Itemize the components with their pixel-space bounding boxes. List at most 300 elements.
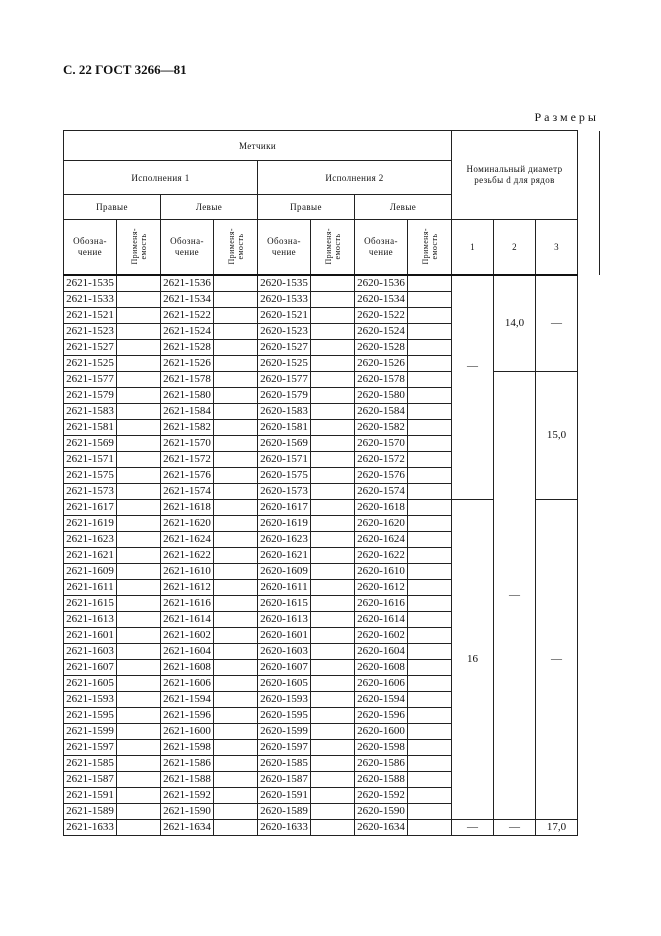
- nominal-diameter-cell: —: [494, 371, 536, 819]
- applicability-cell: [214, 387, 258, 403]
- designation-cell: 2620-1582: [355, 419, 408, 435]
- header-pravye-2: Правые: [258, 195, 355, 220]
- applicability-cell: [117, 675, 161, 691]
- designation-cell: 2621-1612: [161, 579, 214, 595]
- designation-cell: 2621-1618: [161, 499, 214, 515]
- designation-cell: 2621-1613: [64, 611, 117, 627]
- applicability-cell: [117, 659, 161, 675]
- applicability-cell: [311, 579, 355, 595]
- designation-cell: 2621-1601: [64, 627, 117, 643]
- applicability-cell: [117, 611, 161, 627]
- nominal-diameter-cell: —: [536, 499, 578, 819]
- designation-cell: 2620-1533: [258, 291, 311, 307]
- applicability-cell: [408, 451, 452, 467]
- designation-cell: 2621-1596: [161, 707, 214, 723]
- table-body: [64, 275, 600, 836]
- designation-cell: 2621-1623: [64, 531, 117, 547]
- designation-cell: 2621-1536: [161, 275, 214, 292]
- header-oboznachenie: Обозна- чение: [355, 220, 408, 275]
- applicability-cell: [214, 547, 258, 563]
- applicability-cell: [214, 275, 258, 292]
- applicability-cell: [311, 627, 355, 643]
- applicability-cell: [214, 787, 258, 803]
- header-oboznachenie: Обозна- чение: [161, 220, 214, 275]
- designation-cell: 2620-1615: [258, 595, 311, 611]
- designation-cell: 2620-1612: [355, 579, 408, 595]
- designation-cell: 2620-1577: [258, 371, 311, 387]
- designation-cell: 2621-1575: [64, 467, 117, 483]
- designation-cell: 2621-1634: [161, 819, 214, 835]
- applicability-cell: [408, 467, 452, 483]
- designation-cell: 2621-1585: [64, 755, 117, 771]
- designation-cell: 2620-1616: [355, 595, 408, 611]
- designation-cell: 2620-1593: [258, 691, 311, 707]
- designation-cell: 2620-1614: [355, 611, 408, 627]
- applicability-cell: [311, 819, 355, 835]
- applicability-cell: [408, 707, 452, 723]
- applicability-cell: [311, 451, 355, 467]
- designation-cell: 2621-1600: [161, 723, 214, 739]
- designation-cell: 2621-1599: [64, 723, 117, 739]
- applicability-cell: [408, 739, 452, 755]
- applicability-cell: [311, 659, 355, 675]
- designation-cell: 2621-1607: [64, 659, 117, 675]
- table-row: [64, 275, 600, 292]
- applicability-cell: [214, 355, 258, 371]
- header-primenyaemost: Применя- емость: [408, 220, 452, 275]
- designation-cell: 2621-1572: [161, 451, 214, 467]
- designation-cell: 2620-1589: [258, 803, 311, 819]
- designation-cell: 2620-1591: [258, 787, 311, 803]
- applicability-cell: [117, 627, 161, 643]
- applicability-cell: [408, 307, 452, 323]
- applicability-cell: [408, 403, 452, 419]
- applicability-cell: [311, 499, 355, 515]
- designation-cell: 2621-1616: [161, 595, 214, 611]
- applicability-cell: [311, 355, 355, 371]
- applicability-cell: [311, 339, 355, 355]
- applicability-cell: [408, 547, 452, 563]
- designation-cell: 2620-1585: [258, 755, 311, 771]
- designation-cell: 2621-1526: [161, 355, 214, 371]
- designation-cell: 2620-1604: [355, 643, 408, 659]
- designation-cell: 2621-1589: [64, 803, 117, 819]
- designation-cell: 2620-1527: [258, 339, 311, 355]
- applicability-cell: [408, 771, 452, 787]
- applicability-cell: [214, 643, 258, 659]
- designation-cell: 2620-1594: [355, 691, 408, 707]
- designation-cell: 2621-1524: [161, 323, 214, 339]
- applicability-cell: [311, 547, 355, 563]
- applicability-cell: [117, 707, 161, 723]
- designation-cell: 2621-1595: [64, 707, 117, 723]
- applicability-cell: [117, 771, 161, 787]
- designation-cell: 2620-1575: [258, 467, 311, 483]
- designation-cell: 2620-1584: [355, 403, 408, 419]
- designation-cell: 2621-1594: [161, 691, 214, 707]
- designation-cell: 2621-1574: [161, 483, 214, 499]
- designation-cell: 2620-1528: [355, 339, 408, 355]
- header-row-2: 2: [494, 220, 536, 275]
- designation-cell: 2621-1606: [161, 675, 214, 691]
- applicability-cell: [117, 275, 161, 292]
- designation-cell: 2620-1609: [258, 563, 311, 579]
- applicability-cell: [117, 803, 161, 819]
- designation-cell: 2621-1605: [64, 675, 117, 691]
- nominal-diameter-cell: 15,0: [536, 371, 578, 499]
- applicability-cell: [408, 435, 452, 451]
- applicability-cell: [311, 707, 355, 723]
- applicability-cell: [214, 307, 258, 323]
- header-primenyaemost: Применя- емость: [311, 220, 355, 275]
- designation-cell: 2620-1611: [258, 579, 311, 595]
- applicability-cell: [214, 755, 258, 771]
- applicability-cell: [311, 691, 355, 707]
- applicability-cell: [117, 739, 161, 755]
- designation-cell: 2621-1615: [64, 595, 117, 611]
- applicability-cell: [214, 291, 258, 307]
- applicability-cell: [408, 723, 452, 739]
- applicability-cell: [408, 755, 452, 771]
- designation-cell: 2620-1579: [258, 387, 311, 403]
- applicability-cell: [311, 595, 355, 611]
- applicability-cell: [311, 387, 355, 403]
- applicability-cell: [117, 419, 161, 435]
- designation-cell: 2621-1523: [64, 323, 117, 339]
- designation-cell: 2620-1602: [355, 627, 408, 643]
- header-row-1: 1: [452, 220, 494, 275]
- applicability-cell: [117, 515, 161, 531]
- header-oboznachenie: Обозна- чение: [258, 220, 311, 275]
- applicability-cell: [117, 307, 161, 323]
- applicability-cell: [117, 579, 161, 595]
- designation-cell: 2620-1574: [355, 483, 408, 499]
- applicability-cell: [408, 531, 452, 547]
- designation-cell: 2620-1590: [355, 803, 408, 819]
- applicability-cell: [311, 323, 355, 339]
- designation-cell: 2621-1591: [64, 787, 117, 803]
- applicability-cell: [117, 355, 161, 371]
- applicability-cell: [214, 819, 258, 835]
- applicability-cell: [408, 659, 452, 675]
- applicability-cell: [214, 691, 258, 707]
- designation-cell: 2621-1535: [64, 275, 117, 292]
- applicability-cell: [214, 803, 258, 819]
- nominal-diameter-cell: 16: [452, 499, 494, 819]
- designation-cell: 2621-1593: [64, 691, 117, 707]
- applicability-cell: [408, 563, 452, 579]
- applicability-cell: [408, 291, 452, 307]
- applicability-cell: [117, 483, 161, 499]
- designation-cell: 2620-1603: [258, 643, 311, 659]
- nominal-diameter-cell: 17,0: [536, 819, 578, 835]
- designation-cell: 2621-1569: [64, 435, 117, 451]
- header-metchiki: Метчики: [64, 131, 452, 161]
- designation-cell: 2620-1535: [258, 275, 311, 292]
- applicability-cell: [311, 787, 355, 803]
- applicability-cell: [117, 595, 161, 611]
- designation-cell: 2620-1587: [258, 771, 311, 787]
- applicability-cell: [408, 579, 452, 595]
- applicability-cell: [311, 755, 355, 771]
- applicability-cell: [117, 643, 161, 659]
- applicability-cell: [117, 531, 161, 547]
- header-pravye-1: Правые: [64, 195, 161, 220]
- designation-cell: 2620-1621: [258, 547, 311, 563]
- designation-cell: 2620-1536: [355, 275, 408, 292]
- designation-cell: 2621-1610: [161, 563, 214, 579]
- applicability-cell: [408, 387, 452, 403]
- applicability-cell: [214, 419, 258, 435]
- designation-cell: 2620-1597: [258, 739, 311, 755]
- applicability-cell: [214, 771, 258, 787]
- applicability-cell: [408, 691, 452, 707]
- applicability-cell: [311, 803, 355, 819]
- applicability-cell: [214, 739, 258, 755]
- header-isp2: Исполнения 2: [258, 161, 452, 195]
- designation-cell: 2620-1525: [258, 355, 311, 371]
- applicability-cell: [117, 563, 161, 579]
- designation-cell: 2621-1570: [161, 435, 214, 451]
- applicability-cell: [408, 611, 452, 627]
- applicability-cell: [408, 803, 452, 819]
- designation-cell: 2621-1580: [161, 387, 214, 403]
- designation-cell: 2620-1606: [355, 675, 408, 691]
- designation-cell: 2621-1617: [64, 499, 117, 515]
- header-primenyaemost: Применя- емость: [214, 220, 258, 275]
- designation-cell: 2620-1521: [258, 307, 311, 323]
- applicability-cell: [214, 611, 258, 627]
- applicability-cell: [408, 515, 452, 531]
- designation-cell: 2620-1569: [258, 435, 311, 451]
- applicability-cell: [117, 451, 161, 467]
- nominal-diameter-cell: —: [536, 275, 578, 372]
- designation-cell: 2620-1573: [258, 483, 311, 499]
- designation-cell: 2620-1570: [355, 435, 408, 451]
- header-levye-1: Левые: [161, 195, 258, 220]
- applicability-cell: [214, 499, 258, 515]
- designation-cell: 2621-1597: [64, 739, 117, 755]
- applicability-cell: [311, 563, 355, 579]
- designation-cell: 2620-1523: [258, 323, 311, 339]
- applicability-cell: [408, 355, 452, 371]
- applicability-cell: [117, 755, 161, 771]
- designation-cell: 2621-1621: [64, 547, 117, 563]
- header-isp1: Исполнения 1: [64, 161, 258, 195]
- designation-cell: 2621-1573: [64, 483, 117, 499]
- applicability-cell: [214, 339, 258, 355]
- applicability-cell: [214, 659, 258, 675]
- designation-cell: 2620-1534: [355, 291, 408, 307]
- applicability-cell: [214, 467, 258, 483]
- nominal-diameter-cell: —: [494, 819, 536, 835]
- applicability-cell: [408, 787, 452, 803]
- applicability-cell: [214, 627, 258, 643]
- designation-cell: 2621-1527: [64, 339, 117, 355]
- designation-cell: 2620-1524: [355, 323, 408, 339]
- designation-cell: 2621-1579: [64, 387, 117, 403]
- designation-cell: 2620-1613: [258, 611, 311, 627]
- designation-cell: 2620-1583: [258, 403, 311, 419]
- designation-cell: 2621-1633: [64, 819, 117, 835]
- designation-cell: 2620-1633: [258, 819, 311, 835]
- applicability-cell: [214, 483, 258, 499]
- designation-cell: 2621-1581: [64, 419, 117, 435]
- table-row: [64, 371, 600, 387]
- applicability-cell: [117, 499, 161, 515]
- applicability-cell: [117, 547, 161, 563]
- designation-cell: 2620-1586: [355, 755, 408, 771]
- designation-cell: 2621-1587: [64, 771, 117, 787]
- designation-cell: 2621-1584: [161, 403, 214, 419]
- designation-cell: 2621-1521: [64, 307, 117, 323]
- designation-cell: 2621-1620: [161, 515, 214, 531]
- applicability-cell: [408, 819, 452, 835]
- designation-cell: 2621-1590: [161, 803, 214, 819]
- applicability-cell: [311, 483, 355, 499]
- designation-cell: 2620-1571: [258, 451, 311, 467]
- designation-cell: 2620-1599: [258, 723, 311, 739]
- designation-cell: 2620-1592: [355, 787, 408, 803]
- designation-cell: 2621-1624: [161, 531, 214, 547]
- designation-cell: 2620-1572: [355, 451, 408, 467]
- designation-cell: 2620-1601: [258, 627, 311, 643]
- applicability-cell: [311, 643, 355, 659]
- designation-cell: 2621-1528: [161, 339, 214, 355]
- designation-cell: 2621-1609: [64, 563, 117, 579]
- applicability-cell: [214, 579, 258, 595]
- designation-cell: 2621-1619: [64, 515, 117, 531]
- designation-cell: 2620-1608: [355, 659, 408, 675]
- nominal-diameter-cell: —: [452, 819, 494, 835]
- designation-cell: 2620-1617: [258, 499, 311, 515]
- page-header: С. 22 ГОСТ 3266—81: [63, 62, 187, 77]
- applicability-cell: [311, 419, 355, 435]
- designation-cell: 2621-1603: [64, 643, 117, 659]
- blank-column: [578, 275, 600, 836]
- applicability-cell: [117, 403, 161, 419]
- designation-cell: 2620-1619: [258, 515, 311, 531]
- applicability-cell: [311, 291, 355, 307]
- applicability-cell: [408, 323, 452, 339]
- applicability-cell: [311, 435, 355, 451]
- designation-cell: 2620-1596: [355, 707, 408, 723]
- designation-cell: 2620-1634: [355, 819, 408, 835]
- applicability-cell: [408, 499, 452, 515]
- designation-cell: 2621-1604: [161, 643, 214, 659]
- designation-cell: 2621-1578: [161, 371, 214, 387]
- designation-cell: 2620-1598: [355, 739, 408, 755]
- designation-cell: 2621-1602: [161, 627, 214, 643]
- applicability-cell: [214, 723, 258, 739]
- designation-cell: 2621-1588: [161, 771, 214, 787]
- designation-cell: 2621-1577: [64, 371, 117, 387]
- applicability-cell: [117, 291, 161, 307]
- applicability-cell: [408, 483, 452, 499]
- designation-cell: 2621-1525: [64, 355, 117, 371]
- designation-cell: 2620-1580: [355, 387, 408, 403]
- designation-cell: 2620-1605: [258, 675, 311, 691]
- table-row: [64, 819, 600, 835]
- header-primenyaemost: Применя- емость: [117, 220, 161, 275]
- designation-cell: 2621-1614: [161, 611, 214, 627]
- applicability-cell: [117, 435, 161, 451]
- applicability-cell: [311, 515, 355, 531]
- applicability-cell: [214, 515, 258, 531]
- applicability-cell: [408, 419, 452, 435]
- designation-cell: 2620-1618: [355, 499, 408, 515]
- designation-cell: 2620-1522: [355, 307, 408, 323]
- applicability-cell: [311, 611, 355, 627]
- header-oboznachenie: Обозна- чение: [64, 220, 117, 275]
- designation-cell: 2621-1592: [161, 787, 214, 803]
- applicability-cell: [408, 371, 452, 387]
- applicability-cell: [311, 723, 355, 739]
- designation-cell: 2620-1578: [355, 371, 408, 387]
- designation-cell: 2620-1581: [258, 419, 311, 435]
- designation-cell: 2620-1595: [258, 707, 311, 723]
- designation-cell: 2621-1622: [161, 547, 214, 563]
- applicability-cell: [408, 275, 452, 292]
- designation-cell: 2620-1623: [258, 531, 311, 547]
- applicability-cell: [311, 531, 355, 547]
- designation-cell: 2621-1608: [161, 659, 214, 675]
- designation-cell: 2621-1522: [161, 307, 214, 323]
- applicability-cell: [117, 323, 161, 339]
- designation-cell: 2620-1620: [355, 515, 408, 531]
- applicability-cell: [117, 339, 161, 355]
- designation-cell: 2621-1586: [161, 755, 214, 771]
- applicability-cell: [408, 643, 452, 659]
- designation-cell: 2620-1624: [355, 531, 408, 547]
- applicability-cell: [311, 371, 355, 387]
- applicability-cell: [117, 723, 161, 739]
- designation-cell: 2620-1610: [355, 563, 408, 579]
- applicability-cell: [214, 595, 258, 611]
- applicability-cell: [311, 275, 355, 292]
- applicability-cell: [117, 467, 161, 483]
- applicability-cell: [214, 403, 258, 419]
- designation-cell: 2621-1534: [161, 291, 214, 307]
- taps-table: [63, 130, 600, 836]
- designation-cell: 2620-1607: [258, 659, 311, 675]
- designation-cell: 2621-1576: [161, 467, 214, 483]
- header-nominal: Номинальный диаметр резьбы d для рядов: [452, 131, 578, 220]
- applicability-cell: [117, 387, 161, 403]
- applicability-cell: [117, 787, 161, 803]
- nominal-diameter-cell: 14,0: [494, 275, 536, 372]
- designation-cell: 2621-1611: [64, 579, 117, 595]
- designation-cell: 2621-1571: [64, 451, 117, 467]
- header-blank: [578, 131, 600, 275]
- applicability-cell: [311, 307, 355, 323]
- header-row-3: 3: [536, 220, 578, 275]
- applicability-cell: [311, 771, 355, 787]
- designation-cell: 2620-1588: [355, 771, 408, 787]
- applicability-cell: [214, 531, 258, 547]
- applicability-cell: [311, 403, 355, 419]
- designation-cell: 2620-1600: [355, 723, 408, 739]
- applicability-cell: [214, 675, 258, 691]
- applicability-cell: [214, 323, 258, 339]
- header-levye-2: Левые: [355, 195, 452, 220]
- applicability-cell: [214, 435, 258, 451]
- applicability-cell: [311, 739, 355, 755]
- applicability-cell: [408, 339, 452, 355]
- applicability-cell: [408, 595, 452, 611]
- applicability-cell: [214, 563, 258, 579]
- designation-cell: 2621-1598: [161, 739, 214, 755]
